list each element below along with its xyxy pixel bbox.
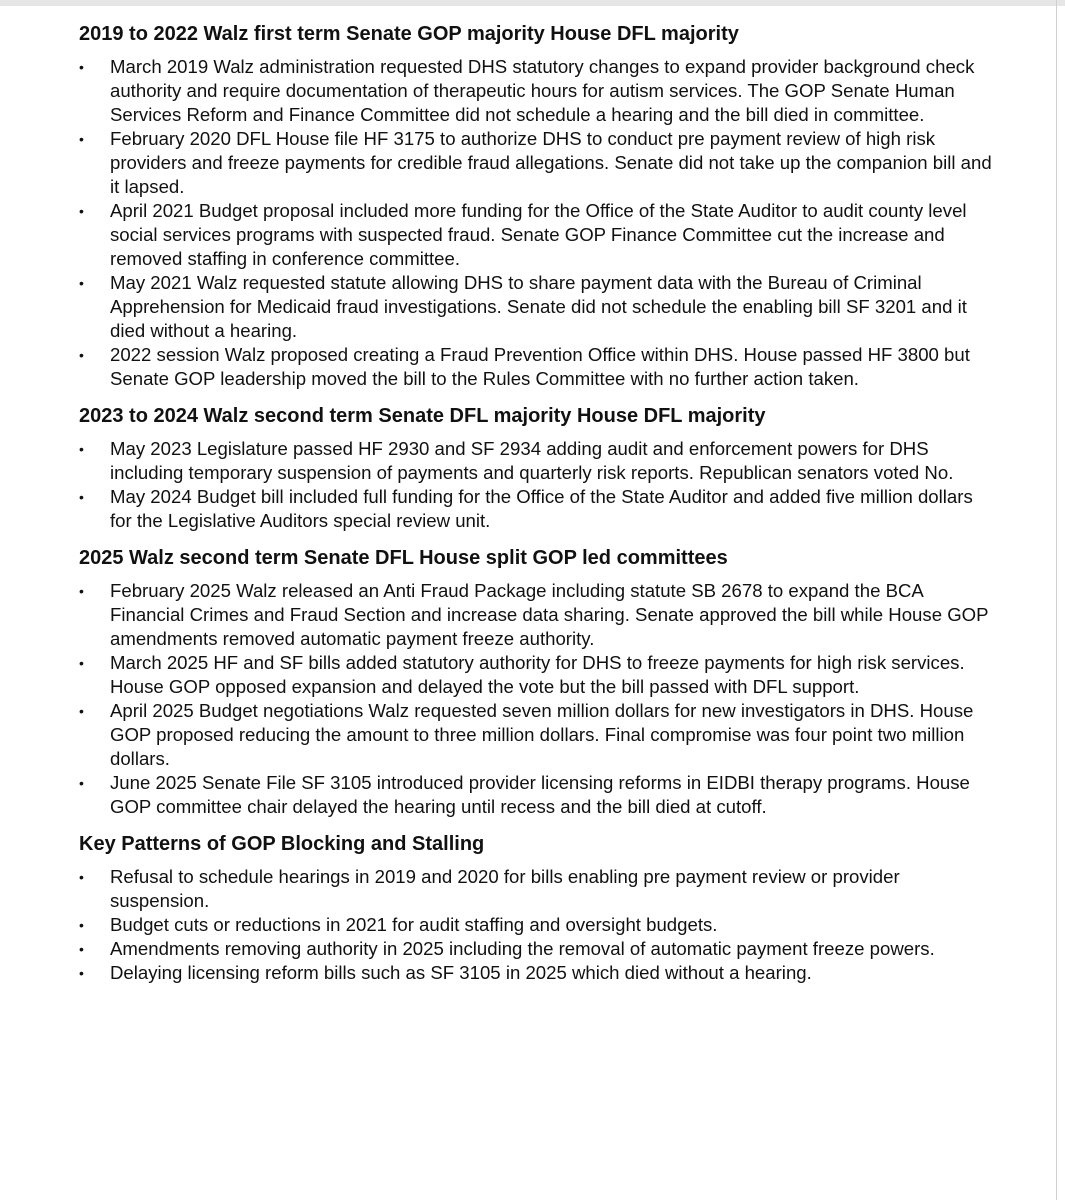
bullet-list bbox=[79, 437, 999, 533]
bullet-icon: • bbox=[79, 965, 84, 981]
list-item bbox=[79, 199, 999, 271]
top-border bbox=[0, 0, 1065, 6]
list-item bbox=[79, 437, 999, 485]
bullet-icon: • bbox=[79, 703, 84, 719]
list-item-text: May 2023 Legislature passed HF 2930 and SF 2934 adding audit and enforcement powers for DHS including temporary suspension of payments and quarterly risk reports. Republican senators voted No. bbox=[110, 438, 954, 483]
list-item-text: June 2025 Senate File SF 3105 introduced provider licensing reforms in EIDBI therapy programs. House GOP committee chair delayed the hearing until recess and the bill died at cutoff. bbox=[110, 772, 970, 817]
list-item-text: February 2025 Walz released an Anti Fraud Package including statute SB 2678 to expand the BCA Financial Crimes and Fraud Section and increase data sharing. Senate approved the bill while House GOP amendments removed automatic payment freeze authority. bbox=[110, 580, 989, 649]
bullet-icon: • bbox=[79, 655, 84, 671]
list-item bbox=[79, 485, 999, 533]
bullet-icon: • bbox=[79, 775, 84, 791]
list-item bbox=[79, 913, 999, 937]
list-item bbox=[79, 771, 999, 819]
list-item-text: March 2019 Walz administration requested DHS statutory changes to expand provider background check authority and require documentation of therapeutic hours for autism services. The GOP Senate Human Services Reform and Finance Committee did not schedule a hearing and the bill died in committee. bbox=[110, 56, 975, 125]
list-item-text: Refusal to schedule hearings in 2019 and 2020 for bills enabling pre payment review or provider suspension. bbox=[110, 866, 900, 911]
bullet-list bbox=[79, 865, 999, 985]
list-item-text: 2022 session Walz proposed creating a Fraud Prevention Office within DHS. House passed HF 3800 but Senate GOP leadership moved the bill to the Rules Committee with no further action taken. bbox=[110, 344, 970, 389]
section-heading: 2025 Walz second term Senate DFL House split GOP led committees bbox=[79, 547, 728, 569]
right-border bbox=[1056, 0, 1057, 1200]
list-item-text: March 2025 HF and SF bills added statutory authority for DHS to freeze payments for high risk services. House GOP opposed expansion and delayed the vote but the bill passed with DFL support. bbox=[110, 652, 965, 697]
bullet-icon: • bbox=[79, 489, 84, 505]
list-item bbox=[79, 55, 999, 127]
section-key-patterns bbox=[79, 831, 999, 985]
list-item-text: Amendments removing authority in 2025 including the removal of automatic payment freeze powers. bbox=[110, 938, 935, 959]
list-item bbox=[79, 579, 999, 651]
list-item bbox=[79, 865, 999, 913]
list-item-text: May 2021 Walz requested statute allowing DHS to share payment data with the Bureau of Criminal Apprehension for Medicaid fraud investigations. Senate did not schedule the enabling bill SF 3201 and it died without a hearing. bbox=[110, 272, 967, 341]
section-2025 bbox=[79, 545, 999, 819]
section-2019-2022 bbox=[79, 21, 999, 391]
section-heading: 2023 to 2024 Walz second term Senate DFL majority House DFL majority bbox=[79, 405, 766, 427]
list-item-text: May 2024 Budget bill included full funding for the Office of the State Auditor and added five million dollars for the Legislative Auditors special review unit. bbox=[110, 486, 973, 531]
list-item bbox=[79, 271, 999, 343]
list-item-text: April 2025 Budget negotiations Walz requested seven million dollars for new investigators in DHS. House GOP proposed reducing the amount to three million dollars. Final compromise was four point two million dollars. bbox=[110, 700, 974, 769]
bullet-icon: • bbox=[79, 941, 84, 957]
bullet-icon: • bbox=[79, 441, 84, 457]
bullet-icon: • bbox=[79, 131, 84, 147]
document-content bbox=[79, 21, 999, 985]
bullet-icon: • bbox=[79, 347, 84, 363]
bullet-icon: • bbox=[79, 275, 84, 291]
list-item bbox=[79, 343, 999, 391]
list-item bbox=[79, 937, 999, 961]
list-item-text: April 2021 Budget proposal included more funding for the Office of the State Auditor to audit county level social services programs with suspected fraud. Senate GOP Finance Committee cut the increase and removed staffing in conference committee. bbox=[110, 200, 967, 269]
bullet-list bbox=[79, 55, 999, 391]
list-item-text: Budget cuts or reductions in 2021 for audit staffing and oversight budgets. bbox=[110, 914, 718, 935]
bullet-icon: • bbox=[79, 917, 84, 933]
list-item bbox=[79, 651, 999, 699]
bullet-icon: • bbox=[79, 203, 84, 219]
bullet-icon: • bbox=[79, 59, 84, 75]
list-item-text: February 2020 DFL House file HF 3175 to authorize DHS to conduct pre payment review of high risk providers and freeze payments for credible fraud allegations. Senate did not take up the companion bill and it lapsed. bbox=[110, 128, 992, 197]
section-heading: Key Patterns of GOP Blocking and Stalling bbox=[79, 833, 485, 855]
section-2023-2024 bbox=[79, 403, 999, 533]
bullet-icon: • bbox=[79, 869, 84, 885]
bullet-icon: • bbox=[79, 583, 84, 599]
section-heading: 2019 to 2022 Walz first term Senate GOP majority House DFL majority bbox=[79, 23, 739, 45]
bullet-list bbox=[79, 579, 999, 819]
list-item bbox=[79, 699, 999, 771]
list-item-text: Delaying licensing reform bills such as SF 3105 in 2025 which died without a hearing. bbox=[110, 962, 812, 983]
list-item bbox=[79, 961, 999, 985]
list-item bbox=[79, 127, 999, 199]
